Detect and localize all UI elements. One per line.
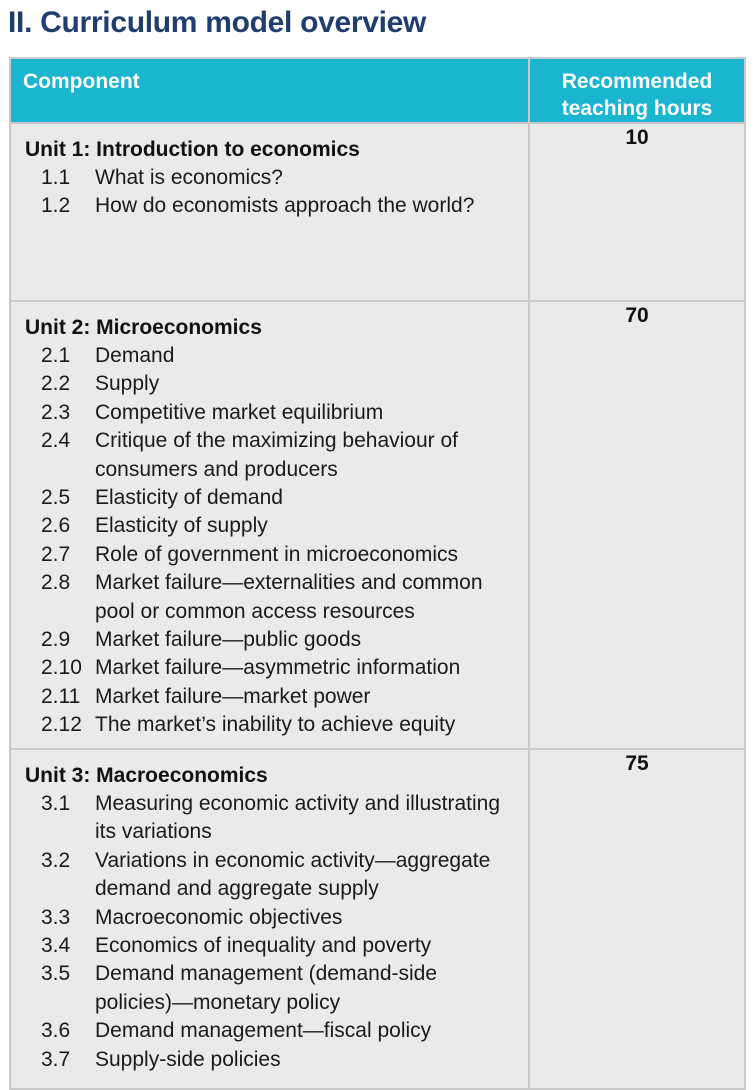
- topic-item: [25, 484, 518, 512]
- topic-item: [25, 427, 518, 484]
- topic-item: [25, 192, 518, 220]
- topic-text: Demand management—fiscal policy: [95, 1019, 432, 1043]
- topic-number: 2.7: [41, 542, 71, 566]
- topic-number: 3.3: [41, 905, 71, 929]
- topic-text: Competitive market equilibrium: [95, 400, 384, 424]
- topic-number: 2.5: [41, 486, 71, 510]
- topic-text: Demand: [95, 344, 175, 367]
- topic-number: 1.2: [41, 194, 71, 218]
- unit-hours: 75: [529, 749, 745, 1089]
- topic-number: 3.1: [41, 792, 71, 815]
- unit-title: Unit 3: Macroeconomics: [25, 764, 268, 787]
- topic-text: Elasticity of demand: [95, 486, 283, 510]
- topic-number: 3.7: [41, 1047, 71, 1071]
- topic-list: [25, 790, 518, 1074]
- topic-text: The market’s inability to achieve equity: [95, 713, 456, 737]
- unit-hours: 10: [529, 123, 745, 301]
- table-header-row: [10, 58, 745, 123]
- topic-number: 2.10: [41, 656, 82, 680]
- topic-number: 3.4: [41, 934, 71, 958]
- unit-component-cell: [10, 301, 529, 749]
- topic-item: [25, 164, 518, 192]
- topic-number: 2.4: [41, 429, 71, 453]
- topic-text: Macroeconomic objectives: [95, 905, 343, 929]
- topic-item: [25, 512, 518, 540]
- topic-text: Measuring economic activity and illustrating its variations: [95, 792, 501, 844]
- topic-text: Demand management (demand-side policies)—monetary policy: [95, 962, 438, 1014]
- topic-text: Market failure—market power: [95, 684, 371, 708]
- topic-item: [25, 847, 518, 904]
- topic-text: Supply: [95, 372, 160, 396]
- component-column-header: Component: [10, 58, 529, 123]
- page-title: II. Curriculum model overview: [8, 6, 427, 39]
- topic-list: [25, 164, 518, 221]
- topic-number: 2.2: [41, 372, 71, 396]
- topic-item: [25, 1017, 518, 1045]
- topic-item: [25, 1046, 518, 1074]
- topic-item: [25, 370, 518, 398]
- topic-text: Role of government in microeconomics: [95, 542, 458, 566]
- topic-text: Economics of inequality and poverty: [95, 934, 432, 958]
- topic-item: [25, 626, 518, 654]
- unit-title: Unit 1: Introduction to economics: [25, 138, 360, 161]
- topic-item: [25, 790, 518, 847]
- topic-number: 2.11: [41, 684, 81, 708]
- topic-number: 2.12: [41, 713, 82, 737]
- topic-text: Critique of the maximizing behaviour of consumers and producers: [95, 429, 459, 481]
- unit-row-3: [10, 749, 745, 1089]
- curriculum-table: [9, 57, 746, 1090]
- topic-text: Market failure—externalities and common pool or common access resources: [95, 571, 483, 623]
- topic-item: [25, 683, 518, 711]
- topic-number: 2.8: [41, 571, 71, 595]
- topic-item: [25, 399, 518, 427]
- topic-item: [25, 711, 518, 739]
- topic-item: [25, 654, 518, 682]
- topic-number: 3.6: [41, 1019, 71, 1043]
- topic-list: [25, 342, 518, 740]
- topic-item: [25, 569, 518, 626]
- topic-item: [25, 960, 518, 1017]
- topic-number: 2.3: [41, 400, 71, 424]
- unit-row-2: [10, 301, 745, 749]
- topic-item: [25, 342, 518, 370]
- unit-hours: 70: [529, 301, 745, 749]
- topic-text: Supply-side policies: [95, 1047, 281, 1071]
- hours-header-line-1: Recommended: [561, 70, 713, 93]
- topic-text: Elasticity of supply: [95, 514, 268, 538]
- hours-column-header: [529, 58, 745, 123]
- topic-text: Market failure—asymmetric information: [95, 656, 461, 680]
- topic-number: 2.9: [41, 628, 71, 652]
- topic-number: 3.5: [41, 962, 71, 986]
- unit-row-1: [10, 123, 745, 301]
- topic-text: What is economics?: [95, 166, 283, 189]
- topic-number: 2.6: [41, 514, 71, 538]
- topic-number: 3.2: [41, 848, 71, 872]
- topic-text: How do economists approach the world?: [95, 194, 475, 218]
- topic-item: [25, 904, 518, 932]
- topic-item: [25, 541, 518, 569]
- unit-component-cell: [10, 749, 529, 1089]
- topic-text: Market failure—public goods: [95, 628, 362, 652]
- topic-number: 2.1: [41, 344, 71, 367]
- unit-title: Unit 2: Microeconomics: [25, 316, 262, 339]
- unit-component-cell: [10, 123, 529, 301]
- topic-text: Variations in economic activity—aggregate demand and aggregate supply: [95, 848, 491, 901]
- topic-item: [25, 932, 518, 960]
- hours-header-line-2: teaching hours: [561, 97, 713, 120]
- topic-number: 1.1: [41, 166, 71, 189]
